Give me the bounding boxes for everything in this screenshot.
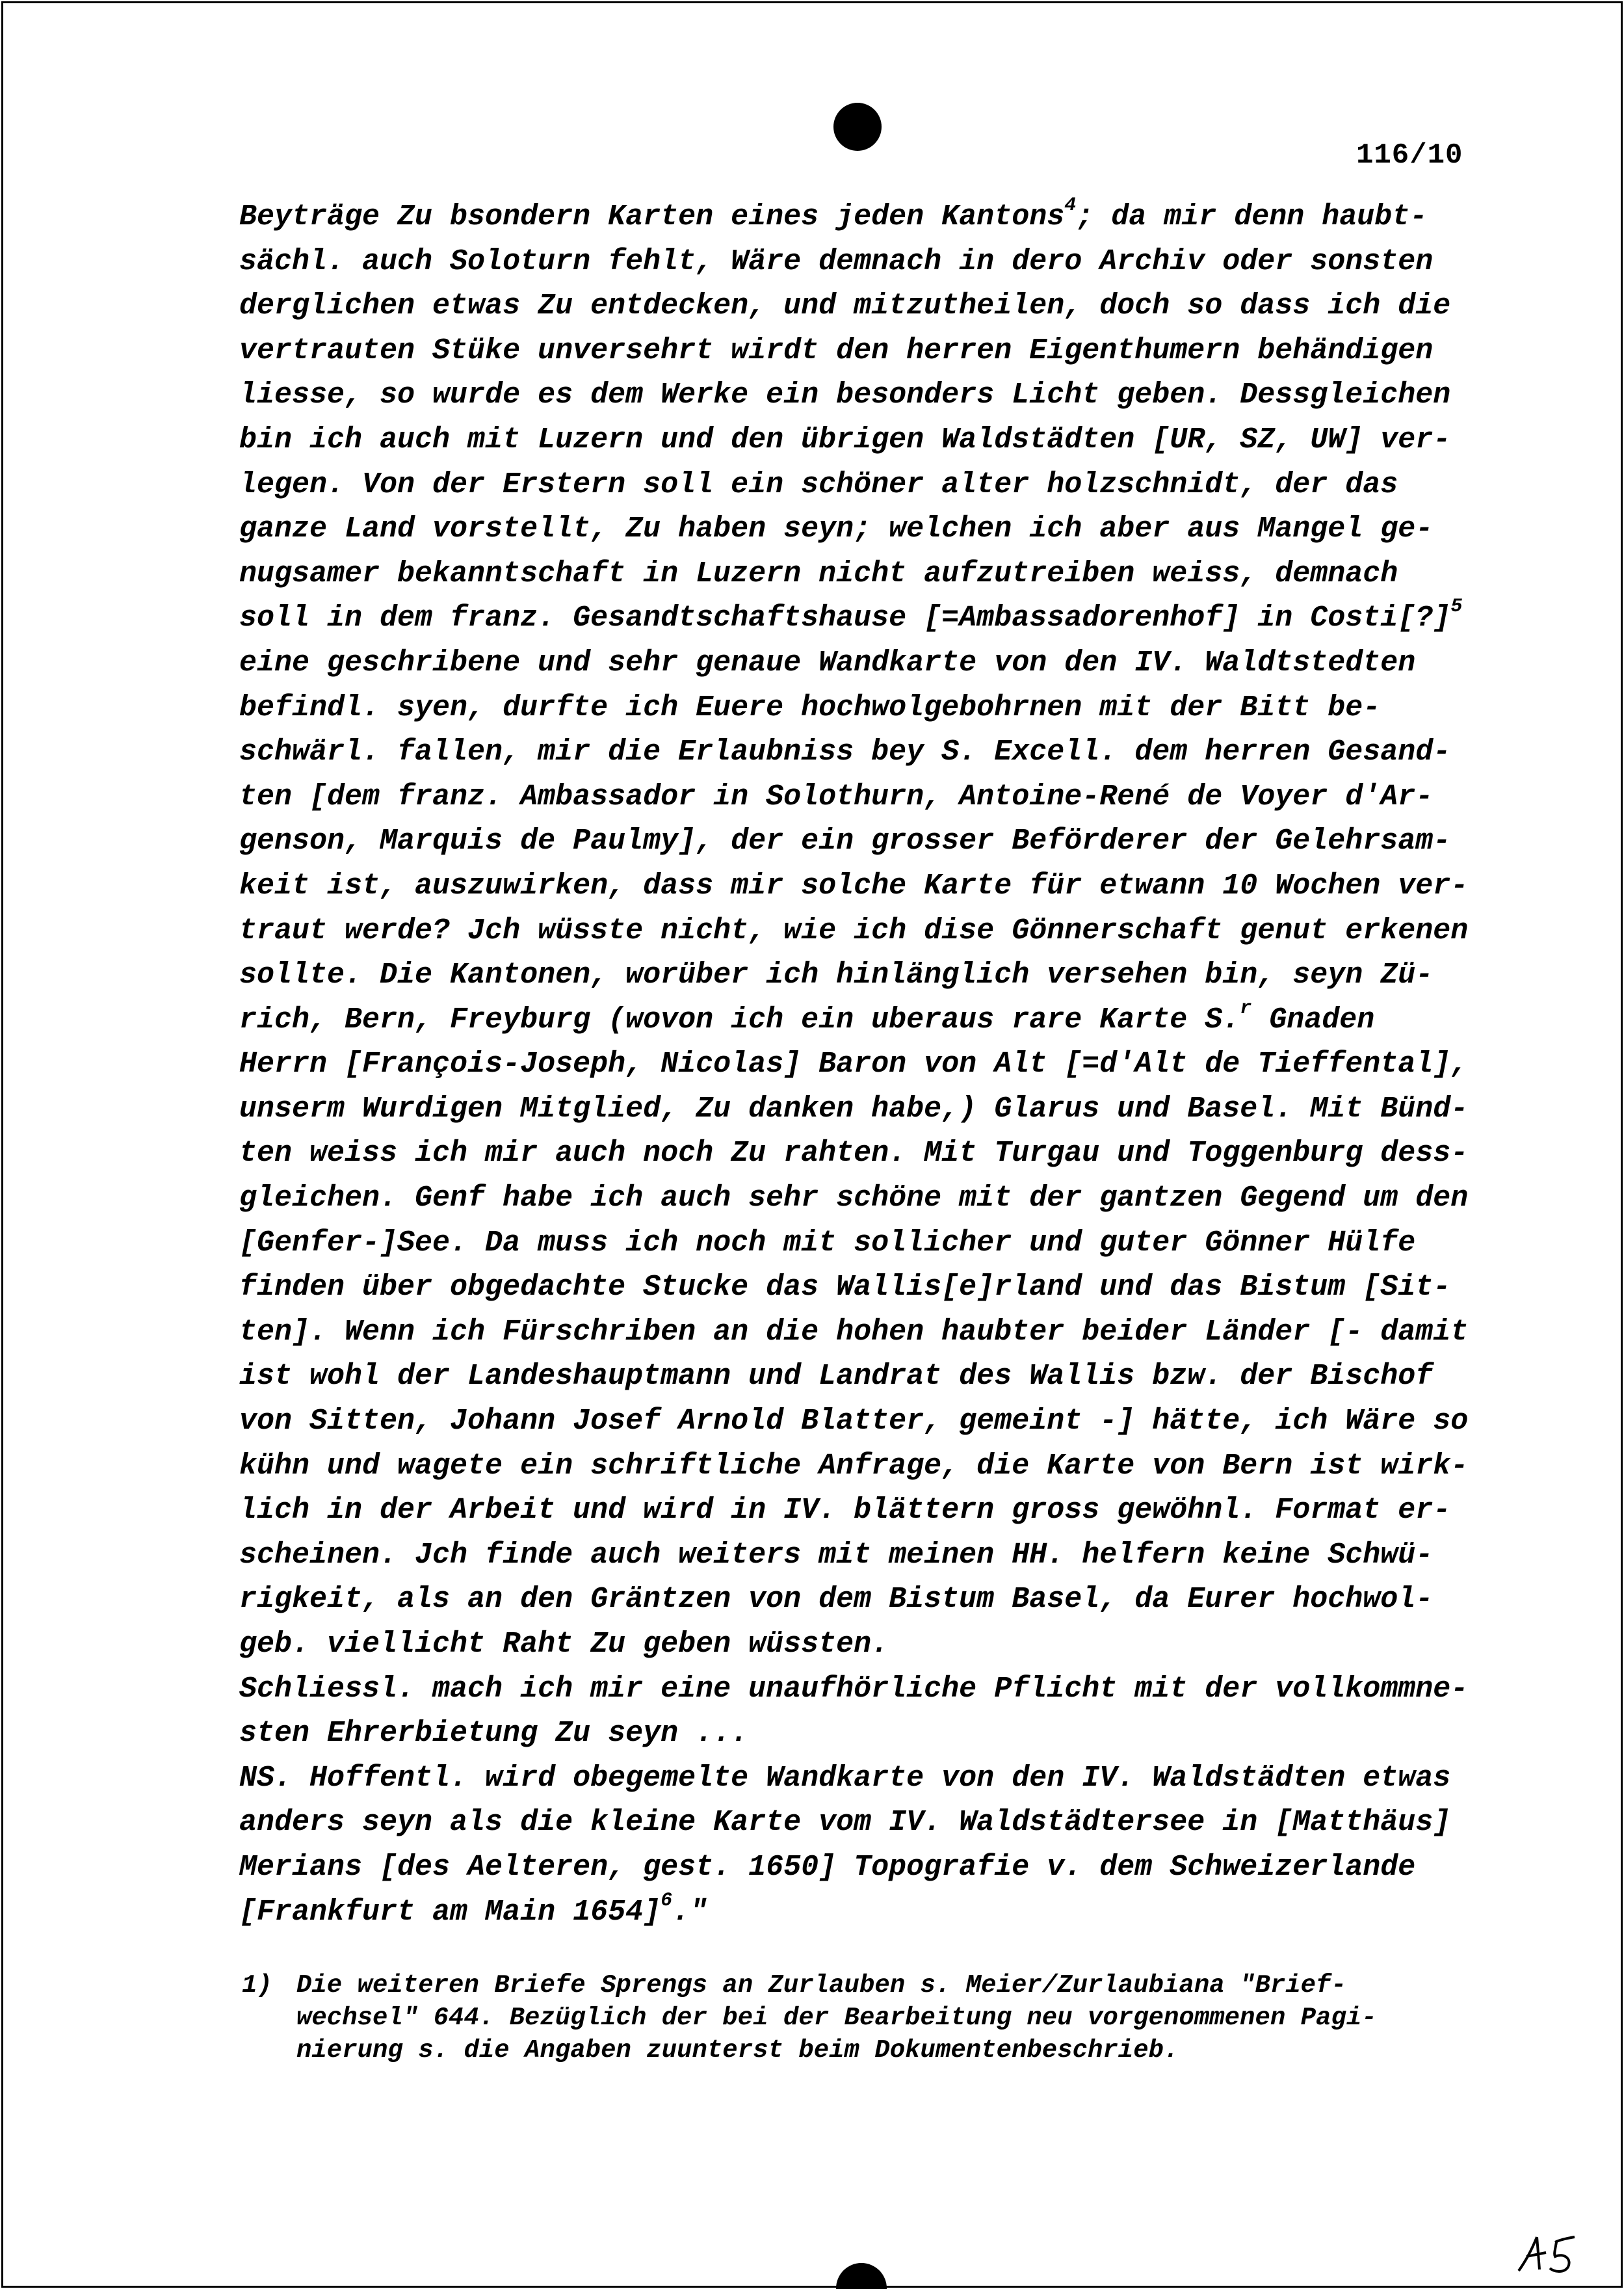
letter-line — [239, 1846, 1474, 1890]
footnote-reference: 6 — [661, 1889, 673, 1912]
line-text: lich in der Arbeit und wird in IV. blättern gross gewöhnl. Format er- — [239, 1494, 1451, 1528]
handwritten-archive-mark — [1515, 2230, 1586, 2276]
letter-line — [239, 507, 1474, 552]
line-text: derglichen etwas Zu entdecken, und mitzutheilen, doch so dass ich die — [239, 289, 1451, 323]
letter-line — [239, 195, 1474, 240]
line-text: nugsamer bekanntschaft in Luzern nicht aufzutreiben weiss, demnach — [239, 557, 1398, 590]
punch-hole-top — [833, 103, 882, 151]
letter-line — [239, 373, 1474, 418]
line-text: ." — [672, 1895, 708, 1929]
line-text: ten]. Wenn ich Fürschriben an die hohen haubter beider Länder [- damit — [239, 1315, 1469, 1349]
letter-line — [239, 1399, 1474, 1444]
footnote-text: Die weiteren Briefe Sprengs an Zurlauben s. Meier/Zurlaubiana "Brief- — [296, 1971, 1346, 2000]
letter-line — [239, 1444, 1474, 1489]
letter-line — [239, 1712, 1474, 1756]
letter-line — [239, 329, 1474, 374]
line-text: eine geschribene und sehr genaue Wandkarte von den IV. Waldtstedten — [239, 646, 1416, 680]
letter-line — [239, 418, 1474, 463]
line-text: ganze Land vorstellt, Zu haben seyn; welchen ich aber aus Mangel ge- — [239, 512, 1434, 546]
footnote-number: 1) — [242, 1971, 272, 2000]
footnote-line-1 — [242, 1969, 1477, 2002]
letter-line — [239, 463, 1474, 508]
letter-line — [239, 1533, 1474, 1578]
line-text: finden über obgedachte Stucke das Wallis[e]rland und das Bistum [Sit- — [239, 1271, 1451, 1304]
footnote-reference: 4 — [1064, 194, 1077, 217]
line-text: sächl. auch Soloturn fehlt, Wäre demnach in dero Archiv oder sonsten — [239, 245, 1434, 278]
line-text: ; da mir denn haubt- — [1076, 200, 1428, 233]
letter-line — [239, 1176, 1474, 1221]
letter-line — [239, 1622, 1474, 1667]
letter-line — [239, 953, 1474, 998]
letter-line — [239, 1756, 1474, 1801]
footnote-block — [242, 1969, 1477, 2067]
letter-line — [239, 819, 1474, 864]
letter-line — [239, 1087, 1474, 1132]
line-text: Gnaden — [1251, 1003, 1375, 1037]
line-text: von Sitten, Johann Josef Arnold Blatter, gemeint -] hätte, ich Wäre so — [239, 1405, 1469, 1438]
letter-line — [239, 596, 1474, 641]
line-text: befindl. syen, durfte ich Euere hochwolgebohrnen mit der Bitt be- — [239, 691, 1381, 724]
letter-line — [239, 1221, 1474, 1266]
letter-line — [239, 1489, 1474, 1533]
line-text: Beyträge Zu bsondern Karten eines jeden Kantons — [239, 200, 1065, 233]
line-text: legen. Von der Erstern soll ein schöner alter holzschnidt, der das — [239, 468, 1398, 501]
line-text: [Frankfurt am Main 1654] — [239, 1895, 661, 1929]
letter-line — [239, 1578, 1474, 1622]
line-text: gleichen. Genf habe ich auch sehr schöne mit der gantzen Gegend um den — [239, 1182, 1469, 1215]
line-text: unserm Wurdigen Mitglied, Zu danken habe,) Glarus und Basel. Mit Bünd- — [239, 1092, 1469, 1126]
line-text: vertrauten Stüke unversehrt wirdt den herren Eigenthumern behändigen — [239, 334, 1434, 367]
line-text: ten [dem franz. Ambassador in Solothurn, Antoine-René de Voyer d'Ar- — [239, 780, 1434, 814]
letter-line — [239, 240, 1474, 285]
footnote-line-3: nierung s. die Angaben zuunterst beim Dokumentenbeschrieb. — [296, 2036, 1179, 2065]
line-text: sollte. Die Kantonen, worüber ich hinlänglich versehen bin, seyn Zü- — [239, 959, 1434, 992]
line-text: keit ist, auszuwirken, dass mir solche Karte für etwann 10 Wochen ver- — [239, 869, 1469, 903]
letter-line — [239, 1355, 1474, 1399]
line-text: Schliessl. mach ich mir eine unaufhörliche Pflicht mit der vollkommne- — [239, 1672, 1469, 1706]
footnote-line-2: wechsel" 644. Bezüglich der bei der Bearbeitung neu vorgenommenen Pagi- — [296, 2004, 1377, 2032]
letter-line — [239, 1131, 1474, 1176]
line-text: scheinen. Jch finde auch weiters mit meinen HH. helfern keine Schwü- — [239, 1538, 1434, 1572]
line-text: rigkeit, als an den Gräntzen von dem Bistum Basel, da Eurer hochwol- — [239, 1583, 1434, 1617]
letter-line — [239, 1265, 1474, 1310]
line-text: traut werde? Jch wüsste nicht, wie ich dise Gönnerschaft genut erkenen — [239, 914, 1469, 947]
line-text: anders seyn als die kleine Karte vom IV. Waldstädtersee in [Matthäus] — [239, 1806, 1451, 1840]
line-text: geb. viellicht Raht Zu geben wüssten. — [239, 1628, 889, 1661]
line-text: schwärl. fallen, mir die Erlaubniss bey S. Excell. dem herren Gesand- — [239, 735, 1451, 769]
letter-line — [239, 686, 1474, 731]
letter-line — [239, 1042, 1474, 1087]
letter-line — [239, 1801, 1474, 1846]
line-text: liesse, so wurde es dem Werke ein besonders Licht geben. Dessgleichen — [239, 378, 1451, 412]
letter-line — [239, 730, 1474, 775]
line-text: bin ich auch mit Luzern und den übrigen Waldstädten [UR, SZ, UW] ver- — [239, 423, 1451, 456]
line-text: sten Ehrerbietung Zu seyn ... — [239, 1717, 749, 1751]
letter-line — [239, 552, 1474, 597]
line-text: NS. Hoffentl. wird obegemelte Wandkarte von den IV. Waldstädten etwas — [239, 1761, 1451, 1795]
letter-line — [239, 775, 1474, 820]
line-text: Herrn [François-Joseph, Nicolas] Baron von Alt [=d'Alt de Tieffental], — [239, 1048, 1469, 1081]
footnote-reference: r — [1240, 997, 1252, 1020]
line-text: rich, Bern, Freyburg (wovon ich ein uberaus rare Karte S. — [239, 1003, 1240, 1037]
letter-line — [239, 998, 1474, 1043]
line-text: ten weiss ich mir auch noch Zu rahten. Mit Turgau und Toggenburg dess- — [239, 1137, 1469, 1171]
letter-body — [239, 195, 1474, 1935]
letter-line — [239, 864, 1474, 909]
page-number: 116/10 — [1356, 139, 1463, 172]
footnote-reference: 5 — [1450, 596, 1463, 618]
line-text: Merians [des Aelteren, gest. 1650] Topografie v. dem Schweizerlande — [239, 1850, 1416, 1884]
line-text: [Genfer-]See. Da muss ich noch mit sollicher und guter Gönner Hülfe — [239, 1226, 1416, 1260]
line-text: genson, Marquis de Paulmy], der ein grosser Beförderer der Gelehrsam- — [239, 825, 1451, 858]
letter-line — [239, 1310, 1474, 1355]
line-text: ist wohl der Landeshauptmann und Landrat des Wallis bzw. der Bischof — [239, 1360, 1434, 1394]
letter-line — [239, 1667, 1474, 1712]
letter-line — [239, 909, 1474, 954]
letter-line — [239, 284, 1474, 329]
letter-line — [239, 641, 1474, 686]
line-text: kühn und wagete ein schriftliche Anfrage, die Karte von Bern ist wirk- — [239, 1449, 1469, 1483]
letter-line — [239, 1890, 1474, 1935]
line-text: soll in dem franz. Gesandtschaftshause [=Ambassadorenhof] in Costi[?] — [239, 602, 1451, 635]
